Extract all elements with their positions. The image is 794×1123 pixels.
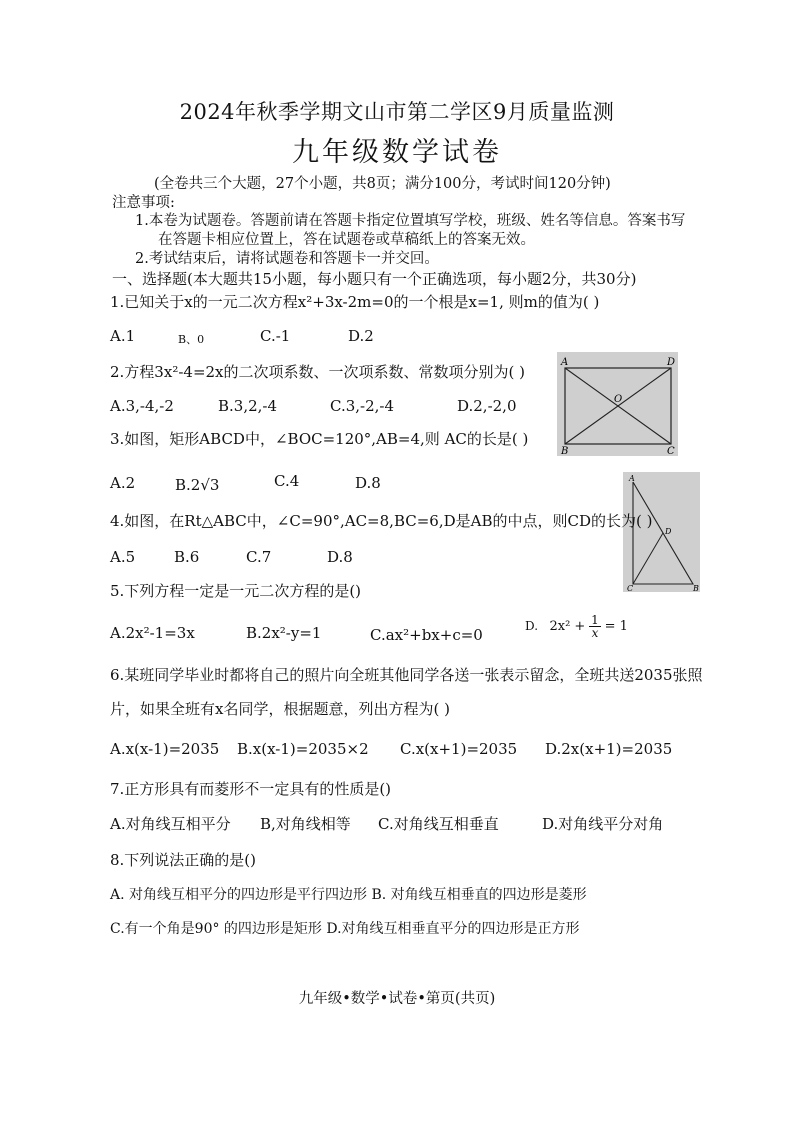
question-7-option-b: B,对角线相等 xyxy=(260,815,351,833)
option-d-rhs: = 1 xyxy=(604,619,628,634)
question-1-option-c: C.-1 xyxy=(260,327,291,345)
option-d-lhs: 2x² + xyxy=(549,619,586,634)
question-6-option-c: C.x(x+1)=2035 xyxy=(400,740,518,758)
question-1-option-b: B、0 xyxy=(178,333,205,346)
question-7-option-d: D.对角线平分对角 xyxy=(542,815,664,833)
question-6-line-2: 片，如果全班有x名同学，根据题意，列出方程为( ) xyxy=(110,700,450,718)
triangle-figure xyxy=(623,472,700,592)
question-2-text: 2.方程3x²-4=2x的二次项系数、一次项系数、常数项分别为( ) xyxy=(110,363,525,381)
exam-info: (全卷共三个大题，27个小题，共8页；满分100分，考试时间120分钟) xyxy=(154,176,611,192)
option-d-prefix: D. xyxy=(525,619,539,633)
question-1-option-d: D.2 xyxy=(348,327,374,345)
question-5-option-b: B.2x²-y=1 xyxy=(246,624,322,642)
fraction-denominator: x xyxy=(591,626,599,640)
label-b: B xyxy=(561,446,569,456)
question-1-option-a: A.1 xyxy=(110,327,136,345)
question-6-option-b: B.x(x-1)=2035×2 xyxy=(237,740,369,758)
question-4-option-c: C.7 xyxy=(246,548,272,566)
label-a: A xyxy=(629,474,635,483)
label-b: B xyxy=(693,584,699,592)
label-o: O xyxy=(614,394,623,405)
question-5-option-c: C.ax²+bx+c=0 xyxy=(370,626,483,644)
question-3-option-c: C.4 xyxy=(274,472,300,490)
page-footer: 九年级•数学•试卷•第页(共页) xyxy=(298,991,496,1007)
question-8-options-cd: C.有一个角是90° 的四边形是矩形 D.对角线互相垂直平分的四边形是正方形 xyxy=(110,921,580,937)
question-4-text: 4.如图，在Rt△ABC中，∠C=90°,AC=8,BC=6,D是AB的中点，则CD的长为( ) xyxy=(110,512,653,530)
label-d: D xyxy=(665,527,672,536)
label-a: A xyxy=(561,357,569,368)
question-5-text: 5.下列方程一定是一元二次方程的是() xyxy=(110,582,362,600)
option-d-fraction xyxy=(589,614,601,639)
exam-title: 2024年秋季学期文山市第二学区9月质量监测 xyxy=(179,100,615,124)
question-5-option-d xyxy=(525,614,628,639)
question-3-option-b: B.2√3 xyxy=(175,476,220,494)
notice-heading: 注意事项: xyxy=(112,195,175,211)
label-d: D xyxy=(667,357,676,368)
question-6-option-d: D.2x(x+1)=2035 xyxy=(545,740,673,758)
question-4-option-a: A.5 xyxy=(110,548,136,566)
median-cd xyxy=(633,533,663,584)
question-5-option-a: A.2x²-1=3x xyxy=(110,624,195,642)
question-4-option-d: D.8 xyxy=(327,548,353,566)
question-2-option-b: B.3,2,-4 xyxy=(218,397,278,415)
question-8-text: 8.下列说法正确的是() xyxy=(110,851,257,869)
question-8-options-ab: A. 对角线互相平分的四边形是平行四边形 B. 对角线互相垂直的四边形是菱形 xyxy=(110,887,587,903)
question-2-option-d: D.2,-2,0 xyxy=(457,397,517,415)
question-2-option-a: A.3,-4,-2 xyxy=(110,397,174,415)
question-6-option-a: A.x(x-1)=2035 xyxy=(110,740,220,758)
question-1-text: 1.已知关于x的一元二次方程x²+3x-2m=0的一个根是x=1, 则m的值为( ) xyxy=(110,293,600,311)
question-7-text: 7.正方形具有而菱形不一定具有的性质是() xyxy=(110,780,392,798)
exam-subtitle: 九年级数学试卷 xyxy=(292,137,502,168)
notice-item-2: 2.考试结束后，请将试题卷和答题卡一并交回。 xyxy=(135,251,439,267)
question-7-option-a: A.对角线互相平分 xyxy=(110,815,231,833)
question-6-line-1: 6.某班同学毕业时都将自己的照片向全班其他同学各送一张表示留念，全班共送2035张照 xyxy=(110,666,703,684)
question-3-option-a: A.2 xyxy=(110,474,136,492)
notice-item-1-line-1: 1.本卷为试题卷。答题前请在答题卡指定位置填写学校，班级、姓名等信息。答案书写 xyxy=(135,213,686,229)
notice-item-1-line-2: 在答题卡相应位置上，答在试题卷或草稿纸上的答案无效。 xyxy=(158,232,535,248)
question-7-option-c: C.对角线互相垂直 xyxy=(378,815,499,833)
fraction-numerator: 1 xyxy=(591,613,599,627)
label-c: C xyxy=(667,446,675,456)
question-3-option-d: D.8 xyxy=(355,474,381,492)
label-c: C xyxy=(627,584,634,592)
question-2-option-c: C.3,-2,-4 xyxy=(330,397,395,415)
question-4-option-b: B.6 xyxy=(174,548,200,566)
section-heading: 一、选择题(本大题共15小题，每小题只有一个正确选项，每小题2分，共30分) xyxy=(112,270,637,288)
triangle-diagram xyxy=(623,472,700,592)
rectangle-figure xyxy=(557,352,678,456)
question-3-text: 3.如图，矩形ABCD中，∠BOC=120°,AB=4,则 AC的长是( ) xyxy=(110,430,529,448)
rectangle-diagram xyxy=(557,352,678,456)
